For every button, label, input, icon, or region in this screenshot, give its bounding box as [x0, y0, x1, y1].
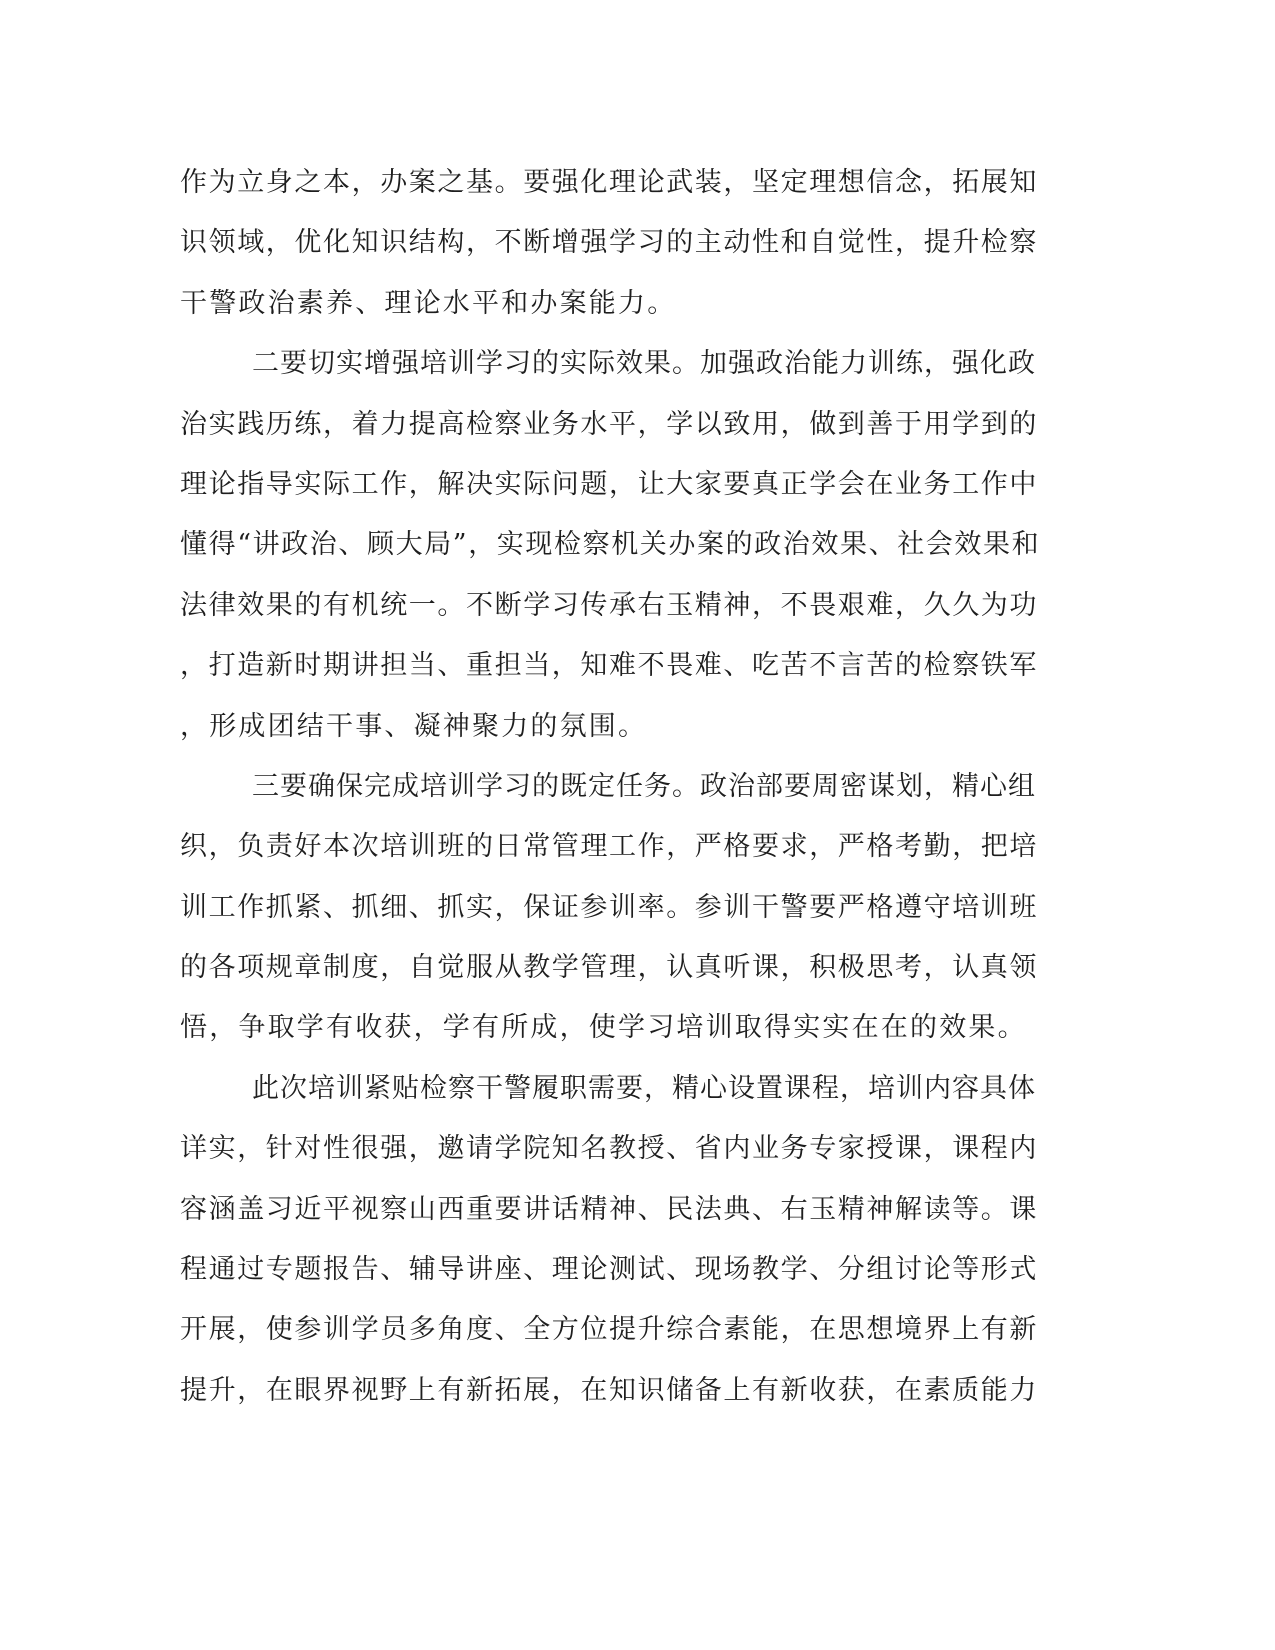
text-line: 作为立身之本，办案之基。要强化理论武装，坚定理想信念，拓展知 [180, 167, 1038, 198]
text-line: 三要确保完成培训学习的既定任务。政治部要周密谋划，精心组 [252, 770, 1036, 802]
paragraph-3 [180, 762, 1040, 1064]
text-line: 识领域，优化知识结构，不断增强学习的主动性和自觉性，提升检察 [180, 227, 1038, 259]
text-line: 治实践历练，着力提高检察业务水平，学以致用，做到善于用学到的 [180, 408, 1038, 440]
paragraph-1 [180, 158, 1040, 339]
text-line: 理论指导实际工作，解决实际问题，让大家要真正学会在业务工作中 [180, 468, 1038, 500]
text-line: 训工作抓紧、抓细、抓实，保证参训率。参训干警要严格遵守培训班 [180, 891, 1038, 923]
text-line: 织，负责好本次培训班的日常管理工作，严格要求，严格考勤，把培 [180, 831, 1038, 863]
text-line: 详实，针对性很强，邀请学院知名教授、省内业务专家授课，课程内 [180, 1133, 1038, 1165]
text-line: 懂得“讲政治、顾大局”，实现检察机关办案的政治效果、社会效果和 [180, 529, 1041, 561]
text-line: 程通过专题报告、辅导讲座、理论测试、现场教学、分组讨论等形式 [180, 1254, 1038, 1286]
text-line: 悟，争取学有收获，学有所成，使学习培训取得实实在在的效果。 [180, 1012, 1027, 1044]
text-line: 此次培训紧贴检察干警履职需要，精心设置课程，培训内容具体 [252, 1072, 1036, 1104]
text-line: ，打造新时期讲担当、重担当，知难不畏难、吃苦不言苦的检察铁军 [180, 650, 1038, 682]
paragraph-2 [180, 339, 1040, 762]
document-body [180, 158, 1040, 1426]
text-line: 法律效果的有机统一。不断学习传承右玉精神，不畏艰难，久久为功 [180, 589, 1038, 621]
text-line: 容涵盖习近平视察山西重要讲话精神、民法典、右玉精神解读等。课 [180, 1193, 1038, 1225]
text-line: 提升，在眼界视野上有新拓展，在知识储备上有新收获，在素质能力 [180, 1374, 1038, 1406]
text-line: 开展，使参训学员多角度、全方位提升综合素能，在思想境界上有新 [180, 1314, 1038, 1346]
text-line: 二要切实增强培训学习的实际效果。加强政治能力训练，强化政 [252, 348, 1036, 380]
text-line: 干警政治素养、理论水平和办案能力。 [180, 287, 677, 319]
text-line: 的各项规章制度，自觉服从教学管理，认真听课，积极思考，认真领 [180, 952, 1038, 984]
text-line: ，形成团结干事、凝神聚力的氛围。 [180, 710, 648, 742]
paragraph-4 [180, 1064, 1040, 1426]
